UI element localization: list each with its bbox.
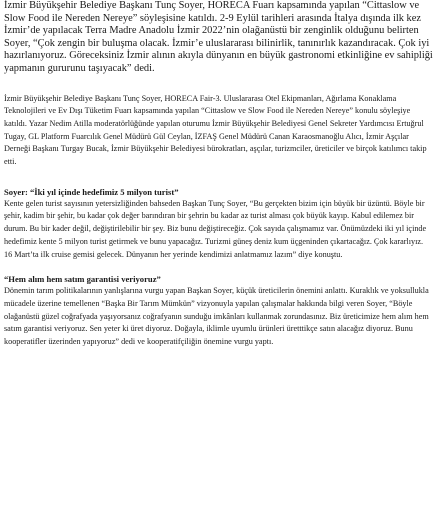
article-lead-paragraph: İzmir Büyükşehir Belediye Başkanı Tunç Soyer, HORECA Fuarı kapsamında yapılan “Cittaslow ve Slow Food ile Nereden Nereye” söyleşisine katıldı. 2-9 Eylül tarihleri arasında İtalya dışında ilk kez İzmir’de yapılacak Terra Madre Anadolu İzmir 2022’nin olağanüstü bir zenginlik olduğunu belirten Soyer, “Çok zengin bir buluşma olacak. İzmir’e uluslararası bilinirlik, tanınırlık kazandıracak. Çok iyi hazırlanıyoruz. Göreceksiniz İzmir alının akıyla dünyanın en büyük gastronomi etkinliğine ev sahipliği yapmanın gururunu taşıyacak” dedi. (4, 0, 433, 74)
section-heading-tourism: Soyer: “İki yıl içinde hedefimiz 5 milyon turist” (4, 186, 179, 197)
section-body-tourism: Kente gelen turist sayısının yetersizliğinden bahseden Başkan Tunç Soyer, “Bu gerçekten bizim için büyük bir üzüntü. Böyle bir şehir, kadim bir şehir, bu kadar çok değer barındıran bir şehrin bu kadar az turist alması çok büyük kayıp. Kabul edilemez bir durum. Bu bir kader değil, değiştirilebilir bir şey. Biz bunu değiştireceğiz. Çok sayıda çalışmamız var. Önümüzdeki iki yıl içinde hedefimiz kente 5 milyon turist getirmek ve bunu yapacağız. Turizmi güneş deniz kum üçgeninden çıkartacağız. Çok kararlıyız. 16 Mart’ta ilk cruise gemisi gelecek. Dünyanın her yerinde kendimizi anlatmamız lazım” diye konuştu. (4, 198, 427, 259)
spacer (4, 169, 433, 186)
spacer (4, 261, 433, 273)
spacer (4, 76, 433, 93)
section-heading-agriculture: “Hem alım hem satım garantisi veriyoruz” (4, 274, 161, 285)
article-intro-paragraph: İzmir Büyükşehir Belediye Başkanı Tunç Soyer, HORECA Fair-3. Uluslararası Otel Ekipmanları, Ağırlama Konaklama Teknolojileri ve Ev Dışı Tüketim Fuarı kapsamında yapılan “Cittaslow ve Slow Food ile Nereden Nereye” konulu söyleşiye katıldı. Yazar Nedim Atilla moderatörlüğünde yapılan oturumu İzmir Büyükşehir Belediyesi Genel Sekreter Yardımcısı Ertuğrul Tugay, GL Platform Fuarcılık Genel Müdürü Gül Ceylan, İZFAŞ Genel Müdürü Canan Karaosmanoğlu Alıcı, İzmir Aşçılar Derneği Başkanı Turgay Bucak, İzmir Büyükşehir Belediyesi bürokratları, aşçılar, turizmciler, üreticiler ve birçok katılımcı takip etti. (4, 93, 427, 167)
section-body-agriculture: Dönemin tarım politikalarının yanlışlarına vurgu yapan Başkan Soyer, küçük üreticilerin önemini anlattı. Kuraklık ve yoksullukla mücadele üzerine temellenen “Başka Bir Tarım Mümkün” vizyonuyla yapılan çalışmalar hakkında bilgi veren Soyer, “Böyle olağanüstü güzel coğrafyada yaşıyorsanız coğrafyanın sunduğu imkânları kullanmak zorundasınız. Biz üreticimize hem alım hem satım garantisi veriyoruz. Sen yeter ki üret diyoruz. Doğayla, iklimle uyumlu ürünleri üretttikçe satın alacağız diyoruz. Bunu kooperatifler üzerinden yapıyoruz” dedi ve kooperatifçiliğin önemine vurgu yaptı. (4, 286, 429, 347)
